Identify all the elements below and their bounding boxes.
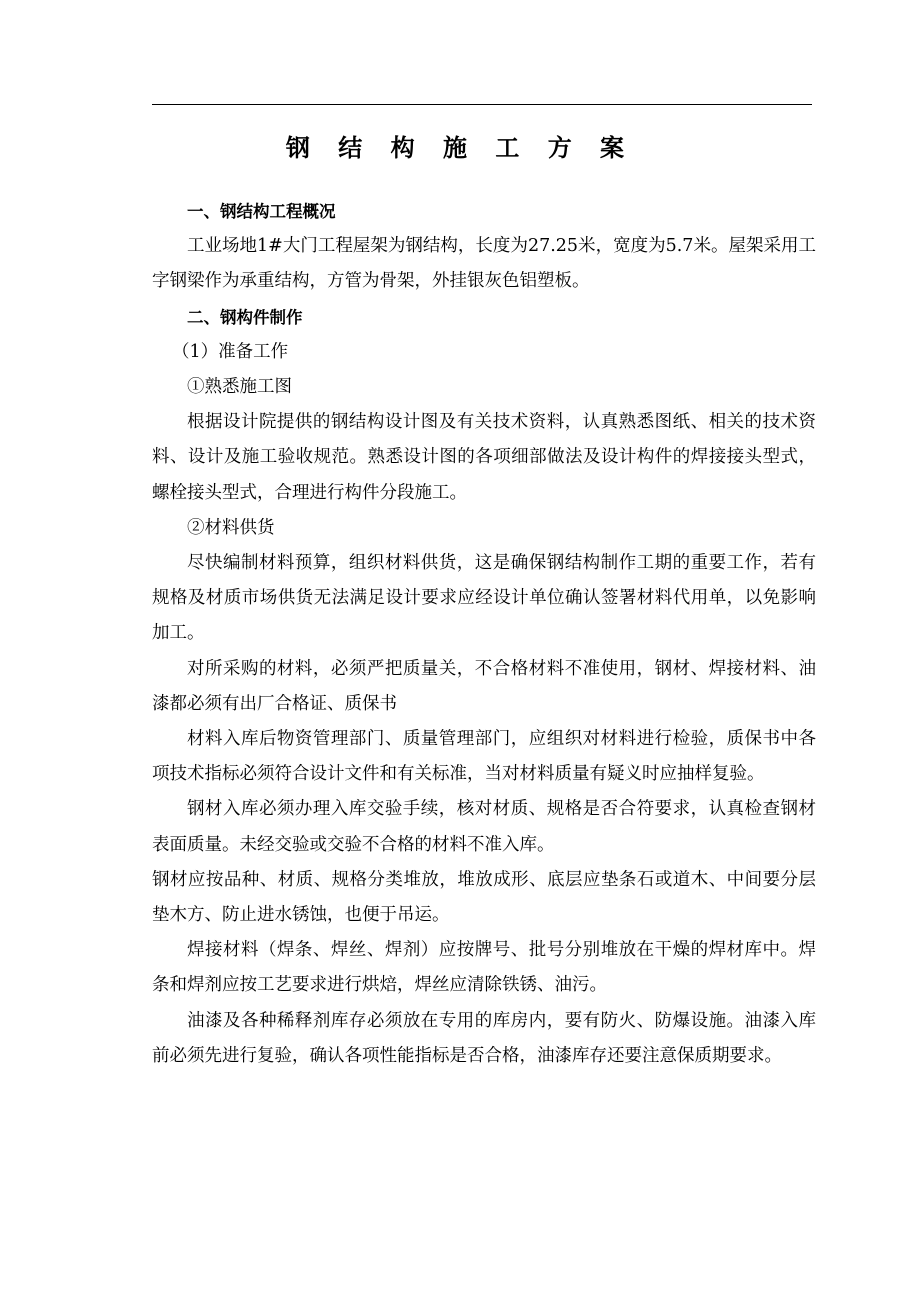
paragraph-steel-storage: 钢材应按品种、材质、规格分类堆放，堆放成形、底层应垫条石或道木、中间要分层垫木方、防止进水锈蚀，也便于吊运。	[152, 869, 816, 926]
paragraph-overview: 工业场地1#大门工程屋架为钢结构，长度为27.25米，宽度为5.7米。屋架采用工字钢梁作为承重结构，方管为骨架，外挂银灰色铝塑板。	[152, 236, 816, 292]
item-material-supply: ②材料供货	[187, 517, 275, 538]
paragraph-drawings: 根据设计院提供的钢结构设计图及有关技术资料，认真熟悉图纸、相关的技术资料、设计及施工验收规范。熟悉设计图的各项细部做法及设计构件的焊接接头型式，螺栓接头型式，合理进行构件分段施工。	[152, 412, 816, 503]
paragraph-steel-intake: 钢材入库必须办理入库交验手续，核对材质、规格是否合符要求，认真检查钢材表面质量。未经交验或交验不合格的材料不准入库。	[152, 799, 816, 855]
paragraph-material-budget: 尽快编制材料预算，组织材料供货，这是确保钢结构制作工期的重要工作，若有规格及材质市场供货无法满足设计要求应经设计单位确认签署材料代用单，以免影响加工。	[152, 553, 816, 644]
document-body	[152, 194, 816, 1074]
subsection-preparation: （1）准备工作	[172, 341, 289, 362]
paragraph-inspection: 材料入库后物资管理部门、质量管理部门，应组织对材料进行检验，质保书中各项技术指标必须符合设计文件和有关标准，当对材料质量有疑义时应抽样复验。	[152, 729, 816, 785]
section-heading-overview: 一、钢结构工程概况	[187, 202, 336, 221]
paragraph-paint-storage: 油漆及各种稀释剂库存必须放在专用的库房内，要有防火、防爆设施。油漆入库前必须先进行复验，确认各项性能指标是否合格，油漆库存还要注意保质期要求。	[152, 1010, 816, 1066]
document-title: 钢 结 构 施 工 方 案	[285, 134, 635, 162]
item-drawings: ①熟悉施工图	[187, 377, 292, 398]
paragraph-quality-control: 对所采购的材料，必须严把质量关，不合格材料不准使用，钢材、焊接材料、油漆都必须有出厂合格证、质保书	[152, 658, 816, 714]
header-rule	[152, 104, 812, 105]
paragraph-welding-materials: 焊接材料（焊条、焊丝、焊剂）应按牌号、批号分别堆放在干燥的焊材库中。焊条和焊剂应按工艺要求进行烘焙，焊丝应清除铁锈、油污。	[152, 940, 816, 996]
section-heading-fabrication: 二、钢构件制作	[187, 307, 303, 327]
